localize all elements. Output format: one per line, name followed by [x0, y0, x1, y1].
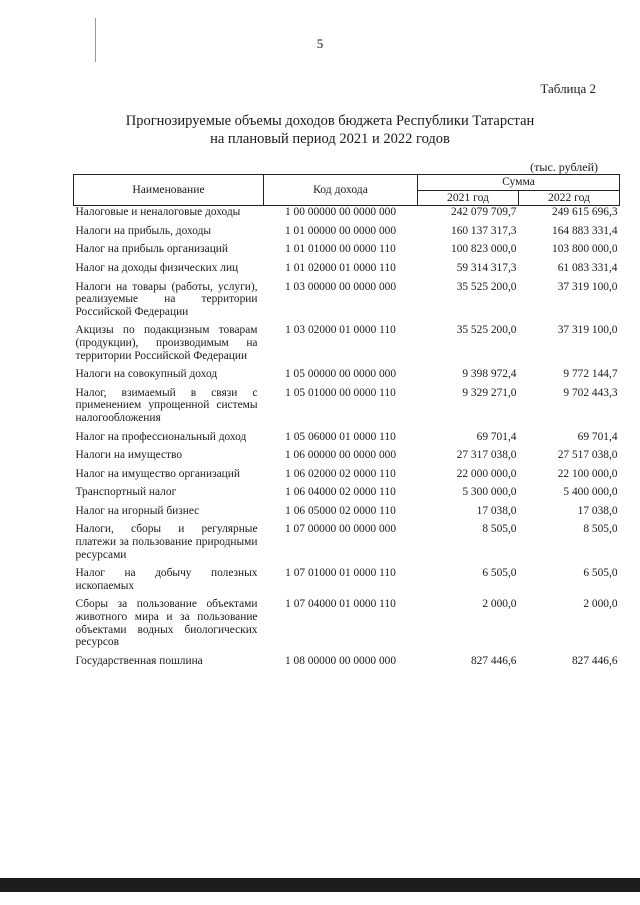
- row-name: Налоги, сборы и регулярные платежи за пользование природными ресурсами: [75, 523, 258, 561]
- row-code: 1 03 00000 00 0000 000: [284, 280, 397, 293]
- row-name: Налог на прибыль организаций: [75, 243, 228, 256]
- row-name: Налоговые и неналоговые доходы: [75, 206, 241, 219]
- row-code: 1 07 00000 00 0000 000: [284, 523, 397, 536]
- table-row: [74, 206, 620, 225]
- row-value-2021: 35 525 200,0: [456, 280, 517, 293]
- table-row: [74, 655, 620, 674]
- row-value-2022: 61 083 331,4: [557, 261, 618, 274]
- row-value-2022: 827 446,6: [571, 654, 618, 667]
- row-name: Налог, взимаемый в связи с применением упрощенной системы налогообложения: [75, 386, 258, 424]
- table-row: [74, 324, 620, 368]
- title-line-2: на плановый период 2021 и 2022 годов: [210, 131, 450, 147]
- row-name: Налоги на имущество: [75, 449, 183, 462]
- row-value-2021: 100 823 000,0: [451, 243, 517, 256]
- header-sum: Сумма: [418, 175, 620, 191]
- table-row: [74, 262, 620, 281]
- row-value-2021: 27 317 038,0: [456, 449, 517, 462]
- table-row: [74, 449, 620, 468]
- row-value-2021: 8 505,0: [482, 523, 517, 536]
- row-name: Налог на игорный бизнес: [75, 504, 200, 517]
- row-code: 1 05 00000 00 0000 000: [284, 368, 397, 381]
- row-value-2022: 9 702 443,3: [563, 386, 618, 399]
- row-name: Налог на добычу полезных ископаемых: [75, 567, 258, 592]
- row-code: 1 03 02000 01 0000 110: [285, 324, 396, 337]
- header-code: Код дохода: [264, 175, 418, 206]
- row-value-2021: 35 525 200,0: [456, 324, 517, 337]
- row-code: 1 01 02000 01 0000 110: [285, 261, 396, 274]
- table-row: [74, 225, 620, 244]
- row-value-2022: 37 319 100,0: [557, 324, 618, 337]
- table-row: [74, 567, 620, 598]
- scan-bottom-edge: [0, 878, 640, 892]
- row-name: Сборы за пользование объектами животного мира и за пользование объектами водных биологических ресурсов: [75, 598, 258, 649]
- row-value-2021: 17 038,0: [476, 504, 517, 517]
- row-value-2022: 27 517 038,0: [557, 449, 618, 462]
- row-name: Налог на имущество организаций: [75, 467, 240, 480]
- row-value-2021: 2 000,0: [482, 598, 517, 611]
- row-name: Налоги на товары (работы, услуги), реализуемые на территории Российской Федерации: [75, 280, 258, 318]
- table-row: [74, 523, 620, 567]
- document-title: [60, 112, 600, 148]
- row-name: Государственная пошлина: [75, 654, 203, 667]
- row-name: Налог на профессиональный доход: [75, 430, 247, 443]
- row-value-2022: 69 701,4: [577, 430, 618, 443]
- revenue-table: [73, 174, 620, 673]
- row-value-2022: 6 505,0: [583, 567, 618, 580]
- table-row: [74, 243, 620, 262]
- row-value-2021: 6 505,0: [482, 567, 517, 580]
- table-row: [74, 505, 620, 524]
- row-code: 1 00 00000 00 0000 000: [284, 206, 397, 219]
- row-value-2021: 59 314 317,3: [456, 261, 517, 274]
- page-number: 5: [316, 36, 324, 51]
- row-code: 1 06 05000 02 0000 110: [285, 504, 396, 517]
- row-code: 1 08 00000 00 0000 000: [284, 654, 397, 667]
- header-name: Наименование: [74, 175, 264, 206]
- row-value-2022: 2 000,0: [583, 598, 618, 611]
- row-value-2021: 5 300 000,0: [462, 486, 517, 499]
- row-value-2022: 9 772 144,7: [563, 368, 618, 381]
- table-row: [74, 598, 620, 654]
- row-value-2022: 37 319 100,0: [557, 280, 618, 293]
- units-label: (тыс. рублей): [530, 160, 598, 174]
- table-row: [74, 431, 620, 450]
- table-header: [74, 175, 620, 206]
- row-code: 1 07 04000 01 0000 110: [285, 598, 396, 611]
- row-code: 1 05 01000 00 0000 110: [285, 386, 396, 399]
- table-body: [74, 206, 620, 674]
- row-value-2021: 22 000 000,0: [456, 467, 517, 480]
- row-value-2021: 69 701,4: [476, 430, 517, 443]
- table-row: [74, 387, 620, 431]
- row-code: 1 01 00000 00 0000 000: [284, 224, 397, 237]
- row-value-2021: 160 137 317,3: [451, 224, 517, 237]
- row-name: Акцизы по подакцизным товарам (продукции), производимым на территории Российской Федерации: [75, 324, 258, 362]
- row-value-2021: 827 446,6: [470, 654, 517, 667]
- row-value-2022: 103 800 000,0: [552, 243, 618, 256]
- header-year-2022: 2022 год: [519, 190, 620, 206]
- row-code: 1 06 02000 02 0000 110: [285, 467, 396, 480]
- row-code: 1 05 06000 01 0000 110: [285, 430, 396, 443]
- row-code: 1 06 00000 00 0000 000: [284, 449, 397, 462]
- row-name: Налоги на совокупный доход: [75, 368, 218, 381]
- row-name: Транспортный налог: [75, 486, 177, 499]
- row-value-2022: 249 615 696,3: [552, 206, 618, 219]
- row-value-2022: 8 505,0: [583, 523, 618, 536]
- table-row: [74, 486, 620, 505]
- row-value-2021: 242 079 709,7: [451, 206, 517, 219]
- row-value-2021: 9 398 972,4: [462, 368, 517, 381]
- row-value-2022: 5 400 000,0: [563, 486, 618, 499]
- row-value-2022: 22 100 000,0: [557, 467, 618, 480]
- table-row: [74, 468, 620, 487]
- row-value-2022: 164 883 331,4: [552, 224, 618, 237]
- header-year-2021: 2021 год: [418, 190, 519, 206]
- row-code: 1 01 01000 00 0000 110: [285, 243, 396, 256]
- title-line-1: Прогнозируемые объемы доходов бюджета Республики Татарстан: [125, 113, 535, 129]
- row-name: Налог на доходы физических лиц: [75, 261, 239, 274]
- row-code: 1 06 04000 02 0000 110: [285, 486, 396, 499]
- table-row: [74, 281, 620, 325]
- row-value-2021: 9 329 271,0: [462, 386, 517, 399]
- table-row: [74, 368, 620, 387]
- row-code: 1 07 01000 01 0000 110: [285, 567, 396, 580]
- row-value-2022: 17 038,0: [577, 504, 618, 517]
- table-caption: Таблица 2: [540, 81, 596, 96]
- row-name: Налоги на прибыль, доходы: [75, 224, 212, 237]
